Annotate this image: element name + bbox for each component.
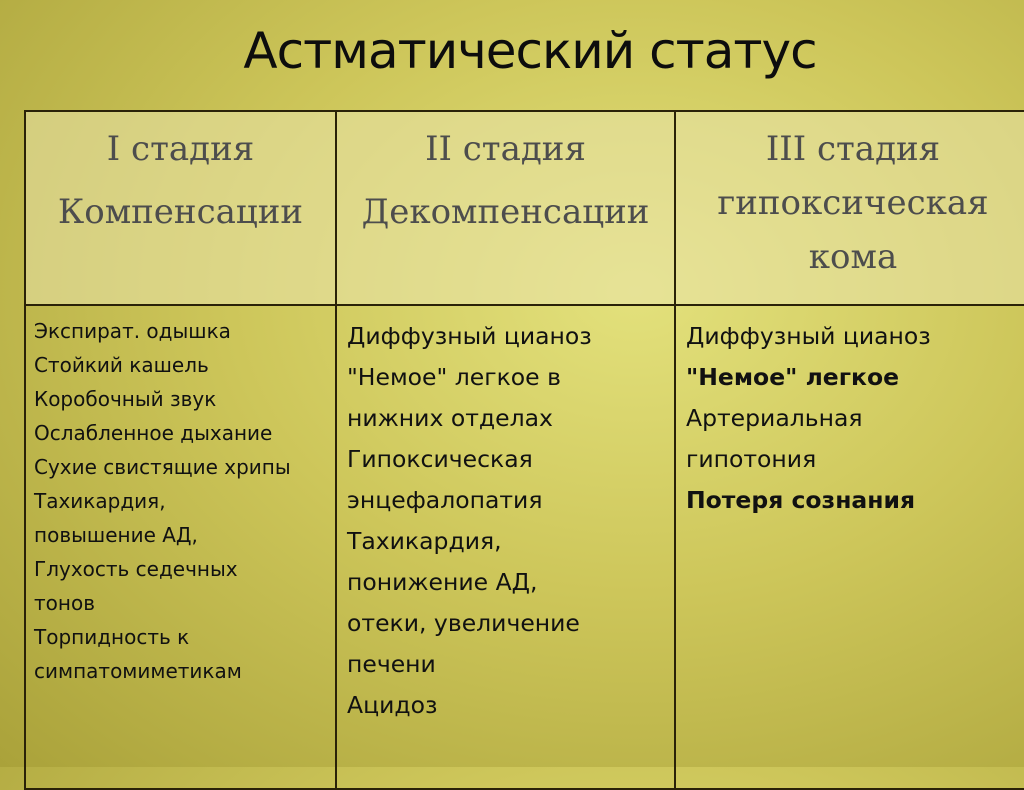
symptom-line: Коробочный звук [34, 387, 217, 411]
header-stage-2-name: II стадия [425, 129, 586, 169]
symptom-line: повышение АД, [34, 523, 198, 547]
header-stage-3-desc-2: кома [808, 237, 898, 277]
symptom-line: Диффузный цианоз [686, 322, 931, 350]
symptom-line: гипотония [686, 445, 817, 473]
stage-1-symptoms [25, 305, 336, 789]
header-stage-2-desc: Декомпенсации [361, 192, 650, 232]
symptom-line-bold: Потеря сознания [686, 486, 916, 514]
symptom-line: Глухость седечных [34, 557, 238, 581]
symptom-line: печени [347, 650, 436, 678]
symptom-line: тонов [34, 591, 95, 615]
status-table [24, 110, 1024, 790]
header-row [25, 111, 1024, 305]
symptom-line: Торпидность к [34, 625, 190, 649]
symptom-line: Артериальная [686, 404, 863, 432]
symptom-line: Тахикардия, [347, 527, 502, 555]
header-stage-1-desc: Компенсации [57, 192, 304, 232]
stage-2-symptoms [336, 305, 675, 789]
symptom-line: Диффузный цианоз [347, 322, 592, 350]
symptom-line: Ослабленное дыхание [34, 421, 273, 445]
stage-3-symptoms [675, 305, 1024, 789]
symptom-line-bold: "Немое" легкое [686, 363, 900, 391]
header-stage-3-name: III стадия [765, 129, 941, 169]
symptom-line: Стойкий кашель [34, 353, 209, 377]
symptom-line: отеки, увеличение [347, 609, 580, 637]
symptom-line: Ацидоз [347, 691, 438, 719]
symptom-line: "Немое" легкое в [347, 363, 561, 391]
symptom-line: Сухие свистящие хрипы [34, 455, 291, 479]
header-stage-1-name: I стадия [106, 129, 255, 169]
symptom-line: Гипоксическая [347, 445, 533, 473]
symptom-line: энцефалопатия [347, 486, 543, 514]
header-stage-3-desc: гипоксическая [717, 183, 989, 223]
symptom-line: Экспират. одышка [34, 319, 231, 343]
body-row [25, 305, 1024, 789]
header-stage-2 [336, 111, 675, 305]
symptom-line: нижних отделах [347, 404, 553, 432]
symptom-line: Тахикардия, [34, 489, 166, 513]
symptom-line: симпатомиметикам [34, 659, 242, 683]
symptom-line: понижение АД, [347, 568, 538, 596]
header-stage-3 [675, 111, 1024, 305]
slide-title: Астматический статус [243, 22, 817, 80]
header-stage-1 [25, 111, 336, 305]
